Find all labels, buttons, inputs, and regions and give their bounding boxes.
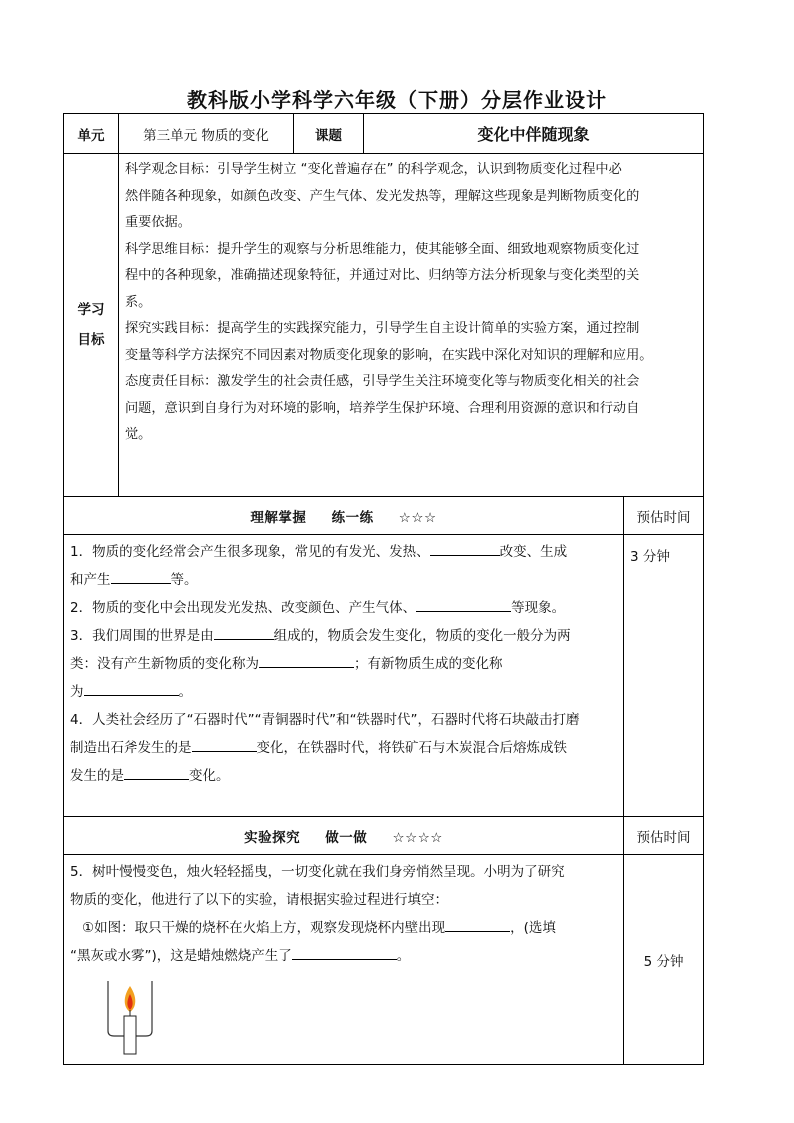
unit-label: 单元: [64, 114, 119, 154]
question-3-line2: 类：没有产生新物质的变化称为 ；有新物质生成的变化称: [70, 650, 617, 678]
section1-time-label: 预估时间: [624, 497, 704, 535]
candle-icon: [100, 976, 160, 1056]
question-4-line1: 4．人类社会经历了“石器时代”“青铜器时代”和“铁器时代”，石器时代将石块敲击打磨: [70, 712, 580, 728]
answer-blank[interactable]: [84, 681, 179, 696]
topic-label: 课题: [294, 114, 364, 154]
goals-label-line2: 目标: [77, 332, 105, 348]
question-5-line1: 5．树叶慢慢变色，烛火轻轻摇曳，一切变化就在我们身旁悄然呈现。小明为了研究: [70, 864, 565, 880]
section1-time-value: 3 分钟: [624, 535, 704, 817]
answer-blank[interactable]: [430, 541, 500, 556]
candle-beaker-illustration: [100, 976, 617, 1060]
section1-stars: ☆☆☆: [398, 509, 437, 526]
question-5-line3: ①如图：取只干燥的烧杯在火焰上方，观察发现烧杯内壁出现 ，(选填: [70, 914, 617, 942]
goal-line: 觉。: [125, 427, 152, 442]
unit-value: 第三单元 物质的变化: [119, 114, 294, 154]
section1-content-row: [64, 535, 704, 817]
question-1-line1: 1．物质的变化经常会产生很多现象，常见的有发光、发热、 改变、生成: [70, 538, 617, 566]
section2-time-value: 5 分钟: [624, 855, 704, 1065]
answer-blank[interactable]: [111, 569, 171, 584]
goal-line: 程中的各种现象，准确描述现象特征，并通过对比、归纳等方法分析现象与变化类型的关: [125, 268, 640, 283]
section1-title: 理解掌握: [250, 509, 307, 526]
page-title: 教科版小学科学六年级（下册）分层作业设计: [187, 88, 607, 112]
answer-blank[interactable]: [292, 945, 397, 960]
section2-questions: [64, 855, 624, 1065]
goal-line: 态度责任目标：激发学生的社会责任感，引导学生关注环境变化等与物质变化相关的社会: [125, 374, 640, 389]
section1-heading: [64, 497, 624, 535]
question-1-line2: 和产生 等。: [70, 566, 617, 594]
answer-blank[interactable]: [416, 597, 511, 612]
goal-line: 问题，意识到自身行为对环境的影响，培养学生保护环境、合理利用资源的意识和行动自: [125, 400, 640, 416]
section1-subtitle: 练一练: [331, 509, 374, 526]
answer-blank[interactable]: [259, 653, 354, 668]
answer-blank[interactable]: [192, 737, 257, 752]
goals-content: [119, 154, 704, 497]
goal-line: 变量等科学方法探究不同因素对物质变化现象的影响，在实践中深化对知识的理解和应用。: [125, 347, 653, 363]
goal-line: 科学观念目标：引导学生树立 “变化普遍存在” 的科学观念，认识到物质变化过程中必: [125, 162, 622, 177]
section1-questions: [64, 535, 624, 817]
goals-label: [64, 154, 119, 497]
goal-line: 探究实践目标：提高学生的实践探究能力，引导学生自主设计简单的实验方案，通过控制: [125, 321, 640, 336]
section2-content-row: [64, 855, 704, 1065]
goal-line: 然伴随各种现象，如颜色改变、产生气体、发光发热等，理解这些现象是判断物质变化的: [125, 188, 640, 204]
question-3-line1: 3．我们周围的世界是由 组成的，物质会发生变化，物质的变化一般分为两: [70, 622, 617, 650]
section2-subtitle: 做一做: [325, 829, 368, 846]
goal-line: 重要依据。: [125, 215, 191, 230]
goals-label-line1: 学习: [77, 302, 105, 318]
section2-stars: ☆☆☆☆: [392, 829, 443, 846]
section2-heading: [64, 817, 624, 855]
question-4-line3: 发生的是 变化。: [70, 762, 617, 790]
goals-row: [64, 154, 704, 497]
question-5-line2: 物质的变化，他进行了以下的实验，请根据实验过程进行填空：: [70, 892, 448, 908]
question-2: 2．物质的变化中会出现发光发热、改变颜色、产生气体、 等现象。: [70, 594, 617, 622]
header-row: [64, 114, 704, 154]
question-3-line3: 为 。: [70, 678, 617, 706]
answer-blank[interactable]: [445, 917, 510, 932]
section1-header-row: [64, 497, 704, 535]
topic-value: 变化中伴随现象: [364, 114, 704, 154]
goal-line: 系。: [125, 294, 152, 310]
goal-line: 科学思维目标：提升学生的观察与分析思维能力，使其能够全面、细致地观察物质变化过: [125, 241, 640, 257]
worksheet-table: [63, 113, 704, 1065]
question-5-line4: “黑灰或水雾”)，这是蜡烛燃烧产生了 。: [70, 942, 617, 970]
section2-title: 实验探究: [244, 829, 301, 846]
answer-blank[interactable]: [214, 625, 274, 640]
section2-time-label: 预估时间: [624, 817, 704, 855]
section2-header-row: [64, 817, 704, 855]
answer-blank[interactable]: [124, 765, 189, 780]
question-4-line2: 制造出石斧发生的是 变化，在铁器时代，将铁矿石与木炭混合后熔炼成铁: [70, 734, 617, 762]
